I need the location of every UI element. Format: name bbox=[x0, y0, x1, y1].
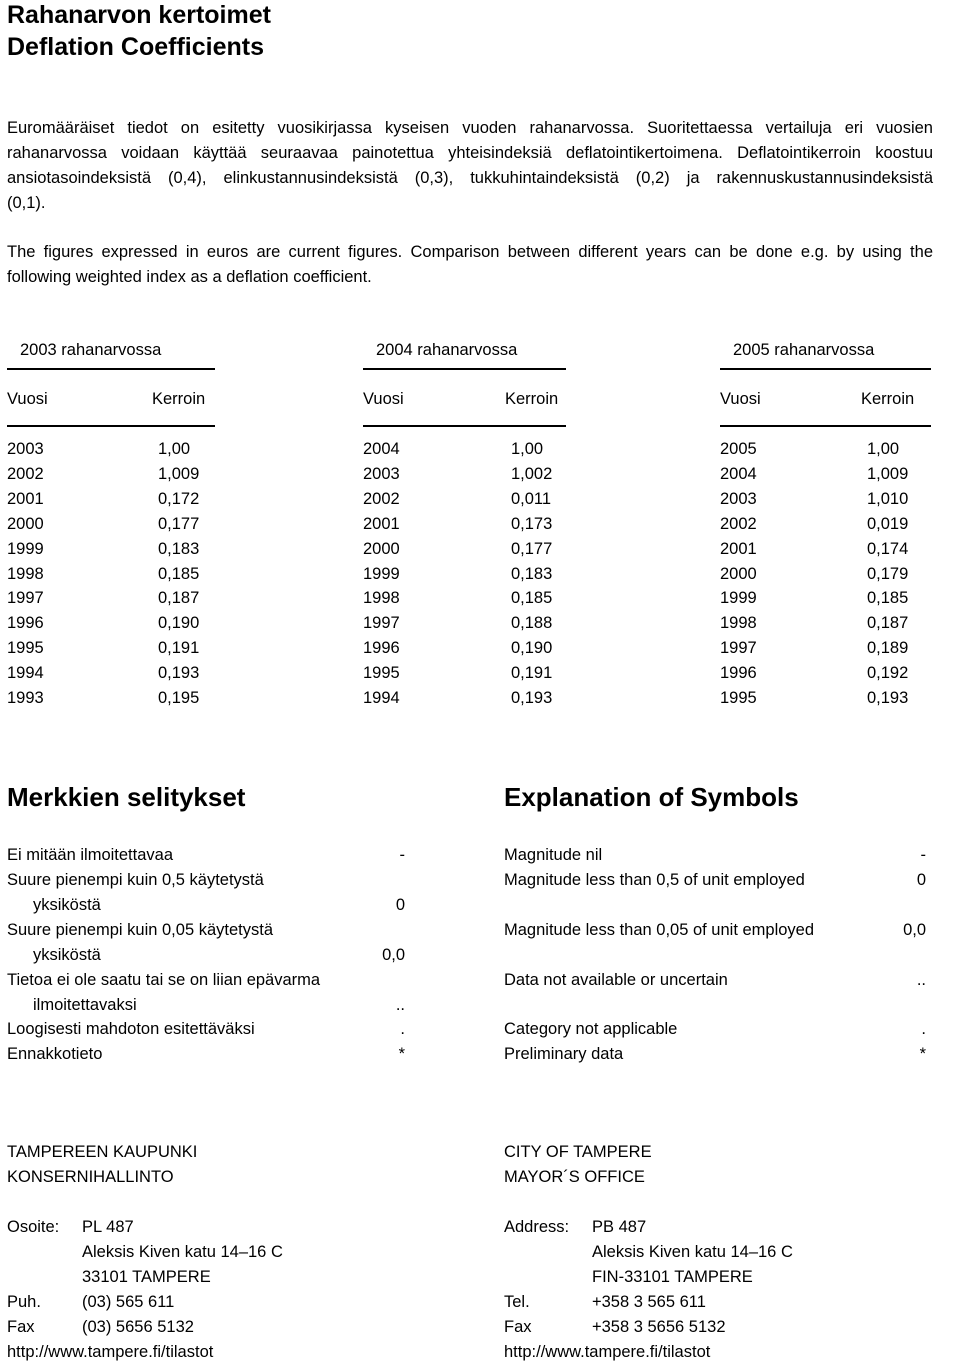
table-cell-year: 1995 bbox=[720, 689, 757, 707]
table-cell-year: 2000 bbox=[363, 539, 400, 558]
table-cell-year: 1999 bbox=[7, 539, 44, 558]
table-cell-year: 2003 bbox=[720, 489, 757, 508]
table-cell-year: 1998 bbox=[363, 589, 400, 608]
title-en: Deflation Coefficients bbox=[7, 33, 264, 61]
table-cell-year: 1997 bbox=[720, 639, 757, 658]
symbol-mark-en: - bbox=[920, 846, 926, 864]
footer-address-fi: Aleksis Kiven katu 14–16 C bbox=[82, 1243, 283, 1261]
column-header-rule bbox=[7, 425, 215, 427]
table-cell-coefficient: 1,00 bbox=[867, 440, 900, 458]
intro-en-line: The figures expressed in euros are current figures. Comparison between different years can be done e.g. by using the bbox=[7, 243, 933, 261]
symbol-mark-fi: .. bbox=[395, 996, 405, 1014]
group-header: 2003 rahanarvossa bbox=[20, 341, 162, 359]
table-cell-coefficient: 0,193 bbox=[511, 689, 553, 707]
table-cell-year: 1999 bbox=[720, 589, 757, 608]
table-cell-coefficient: 0,174 bbox=[867, 539, 909, 558]
symbol-description-fi: yksiköstä bbox=[33, 946, 101, 964]
table-cell-year: 2003 bbox=[363, 464, 400, 483]
symbol-mark-fi: 0,0 bbox=[382, 946, 405, 964]
intro-fi bbox=[7, 116, 933, 216]
table-cell-coefficient: 0,011 bbox=[511, 489, 552, 508]
symbol-description-fi: Loogisesti mahdoton esitettäväksi bbox=[7, 1020, 255, 1038]
symbol-description-fi: yksiköstä bbox=[33, 896, 101, 914]
table-cell-year: 1997 bbox=[7, 589, 44, 608]
table-cell-year: 1994 bbox=[7, 664, 44, 683]
table-cell-year: 2002 bbox=[363, 489, 400, 508]
symbol-mark-en: 0,0 bbox=[903, 921, 926, 939]
footer-org-en: CITY OF TAMPERE bbox=[504, 1143, 652, 1161]
footer-address-en: PB 487 bbox=[592, 1218, 647, 1236]
table-cell-year: 2001 bbox=[720, 539, 757, 558]
table-cell-year: 1995 bbox=[7, 639, 44, 658]
footer-phone-label-fi: Puh. bbox=[7, 1293, 41, 1311]
table-cell-coefficient: 0,188 bbox=[511, 614, 553, 633]
table-cell-coefficient: 0,183 bbox=[511, 564, 553, 583]
table-cell-year: 1995 bbox=[363, 664, 400, 683]
table-cell-coefficient: 1,009 bbox=[158, 464, 200, 483]
intro-fi-line: Euromääräiset tiedot on esitetty vuosikirjassa kyseisen vuoden rahanarvossa. Suoritettaessa vertailuja eri vuosien bbox=[7, 119, 933, 137]
table-cell-coefficient: 0,193 bbox=[158, 664, 200, 683]
table-cell-year: 2001 bbox=[7, 489, 44, 508]
table-cell-year: 1997 bbox=[363, 614, 400, 633]
table-cell-coefficient: 0,190 bbox=[158, 614, 200, 633]
table-cell-coefficient: 0,189 bbox=[867, 639, 909, 658]
table-cell-coefficient: 1,00 bbox=[158, 440, 191, 458]
footer-phone-en: +358 3 565 611 bbox=[592, 1293, 706, 1311]
table-cell-year: 1998 bbox=[720, 614, 757, 633]
table-cell-year: 2000 bbox=[720, 564, 757, 583]
table-cell-year: 2004 bbox=[720, 464, 757, 483]
group-header-rule bbox=[363, 368, 566, 370]
table-cell-year: 1996 bbox=[7, 614, 44, 633]
symbol-mark-en: . bbox=[921, 1020, 926, 1038]
symbol-description-fi: Suure pienempi kuin 0,05 käytetystä bbox=[7, 921, 273, 939]
column-header-year: Vuosi bbox=[720, 390, 761, 408]
column-header-year: Vuosi bbox=[7, 390, 48, 408]
footer-dept-fi: KONSERNIHALLINTO bbox=[7, 1168, 174, 1186]
symbol-mark-en: .. bbox=[916, 971, 926, 989]
symbol-mark-en: * bbox=[919, 1045, 926, 1063]
symbol-description-fi: Ennakkotieto bbox=[7, 1045, 103, 1063]
table-cell-coefficient: 1,002 bbox=[511, 464, 553, 483]
table-cell-coefficient: 0,190 bbox=[511, 639, 553, 658]
footer-url-en[interactable]: http://www.tampere.fi/tilastot bbox=[504, 1343, 711, 1361]
table-cell-year: 1998 bbox=[7, 564, 44, 583]
symbol-description-en: Category not applicable bbox=[504, 1020, 678, 1038]
group-header: 2005 rahanarvossa bbox=[733, 341, 875, 359]
footer-fax-label-en: Fax bbox=[504, 1318, 532, 1336]
intro-en bbox=[7, 240, 933, 290]
footer-phone-fi: (03) 565 611 bbox=[82, 1293, 175, 1311]
table-cell-year: 2004 bbox=[363, 440, 400, 458]
table-cell-coefficient: 0,177 bbox=[511, 539, 553, 558]
symbol-mark-en: 0 bbox=[916, 871, 926, 889]
symbol-mark-fi: 0 bbox=[395, 896, 405, 914]
table-cell-year: 2003 bbox=[7, 440, 44, 458]
intro-fi-line: (0,1). bbox=[7, 194, 46, 212]
table-cell-coefficient: 0,172 bbox=[158, 489, 200, 508]
table-cell-coefficient: 0,019 bbox=[867, 514, 909, 533]
intro-fi-line: ansiotasoindeksistä (0,4), elinkustannusindeksistä (0,3), tukkuhintaindeksistä (0,2) ja rakennuskustannusindeksistä bbox=[7, 169, 933, 187]
table-cell-year: 1993 bbox=[7, 689, 44, 707]
footer-address-en: FIN-33101 TAMPERE bbox=[592, 1268, 753, 1286]
symbol-mark-fi: - bbox=[399, 846, 405, 864]
footer-address-fi: 33101 TAMPERE bbox=[82, 1268, 211, 1286]
symbol-description-fi: Suure pienempi kuin 0,5 käytetystä bbox=[7, 871, 264, 889]
symbol-description-fi: Ei mitään ilmoitettavaa bbox=[7, 846, 173, 864]
symbol-description-en: Magnitude nil bbox=[504, 846, 603, 864]
symbol-mark-fi: * bbox=[398, 1045, 405, 1063]
footer-address-en: Aleksis Kiven katu 14–16 C bbox=[592, 1243, 793, 1261]
footer-url-fi[interactable]: http://www.tampere.fi/tilastot bbox=[7, 1343, 214, 1361]
table-cell-coefficient: 1,009 bbox=[867, 464, 909, 483]
table-cell-year: 2001 bbox=[363, 514, 400, 533]
column-header-coefficient: Kerroin bbox=[505, 390, 559, 408]
column-header-rule bbox=[363, 425, 566, 427]
footer-dept-en: MAYOR´S OFFICE bbox=[504, 1168, 645, 1186]
table-cell-year: 1996 bbox=[363, 639, 400, 658]
table-cell-coefficient: 0,195 bbox=[158, 689, 200, 707]
symbols-heading-en: Explanation of Symbols bbox=[504, 782, 799, 812]
footer-address-fi: PL 487 bbox=[82, 1218, 134, 1236]
column-header-coefficient: Kerroin bbox=[152, 390, 206, 408]
table-cell-year: 1996 bbox=[720, 664, 757, 683]
table-cell-coefficient: 0,185 bbox=[158, 564, 200, 583]
group-header: 2004 rahanarvossa bbox=[376, 341, 518, 359]
footer-address-label-en: Address: bbox=[504, 1218, 570, 1236]
table-cell-coefficient: 0,185 bbox=[511, 589, 553, 608]
table-cell-coefficient: 0,191 bbox=[511, 664, 553, 683]
column-header-coefficient: Kerroin bbox=[861, 390, 915, 408]
intro-en-line: following weighted index as a deflation coefficient. bbox=[7, 268, 372, 286]
footer-fax-en: +358 3 5656 5132 bbox=[592, 1318, 726, 1336]
table-cell-coefficient: 0,185 bbox=[867, 589, 909, 608]
table-cell-coefficient: 1,010 bbox=[867, 489, 909, 508]
table-cell-year: 2000 bbox=[7, 514, 44, 533]
footer-phone-label-en: Tel. bbox=[504, 1293, 530, 1311]
table-cell-coefficient: 0,192 bbox=[867, 664, 909, 683]
symbol-description-en: Preliminary data bbox=[504, 1045, 624, 1063]
symbols-heading-fi: Merkkien selitykset bbox=[7, 782, 246, 812]
group-header-rule bbox=[720, 368, 931, 370]
symbol-description-en: Magnitude less than 0,5 of unit employed bbox=[504, 871, 805, 889]
table-cell-coefficient: 0,179 bbox=[867, 564, 909, 583]
table-cell-year: 1994 bbox=[363, 689, 400, 707]
symbol-description-fi: ilmoitettavaksi bbox=[33, 996, 137, 1014]
table-cell-year: 2002 bbox=[7, 464, 44, 483]
column-header-year: Vuosi bbox=[363, 390, 404, 408]
table-cell-coefficient: 0,183 bbox=[158, 539, 200, 558]
footer-org-fi: TAMPEREEN KAUPUNKI bbox=[7, 1143, 198, 1161]
intro-fi-line: rahanarvossa voidaan käyttää seuraavaa painotettua yhteisindeksiä deflatointikertoimena. Deflatointikerroin koostuu bbox=[7, 144, 933, 162]
title-fi: Rahanarvon kertoimet bbox=[7, 1, 271, 29]
table-cell-coefficient: 1,00 bbox=[511, 440, 544, 458]
table-cell-year: 2002 bbox=[720, 514, 757, 533]
footer-address-label-fi: Osoite: bbox=[7, 1218, 60, 1236]
table-cell-coefficient: 0,173 bbox=[511, 514, 553, 533]
symbol-description-fi: Tietoa ei ole saatu tai se on liian epävarma bbox=[7, 971, 321, 989]
table-cell-year: 2005 bbox=[720, 440, 757, 458]
symbol-description-en: Data not available or uncertain bbox=[504, 971, 728, 989]
table-cell-coefficient: 0,187 bbox=[867, 614, 909, 633]
table-cell-coefficient: 0,187 bbox=[158, 589, 200, 608]
table-cell-coefficient: 0,191 bbox=[158, 639, 200, 658]
symbol-description-en: Magnitude less than 0,05 of unit employed bbox=[504, 921, 815, 939]
table-cell-year: 1999 bbox=[363, 564, 400, 583]
table-cell-coefficient: 0,193 bbox=[867, 689, 909, 707]
footer-fax-label-fi: Fax bbox=[7, 1318, 35, 1336]
footer-fax-fi: (03) 5656 5132 bbox=[82, 1318, 194, 1336]
group-header-rule bbox=[7, 368, 215, 370]
table-cell-coefficient: 0,177 bbox=[158, 514, 200, 533]
symbol-mark-fi: . bbox=[400, 1020, 405, 1038]
column-header-rule bbox=[720, 425, 931, 427]
